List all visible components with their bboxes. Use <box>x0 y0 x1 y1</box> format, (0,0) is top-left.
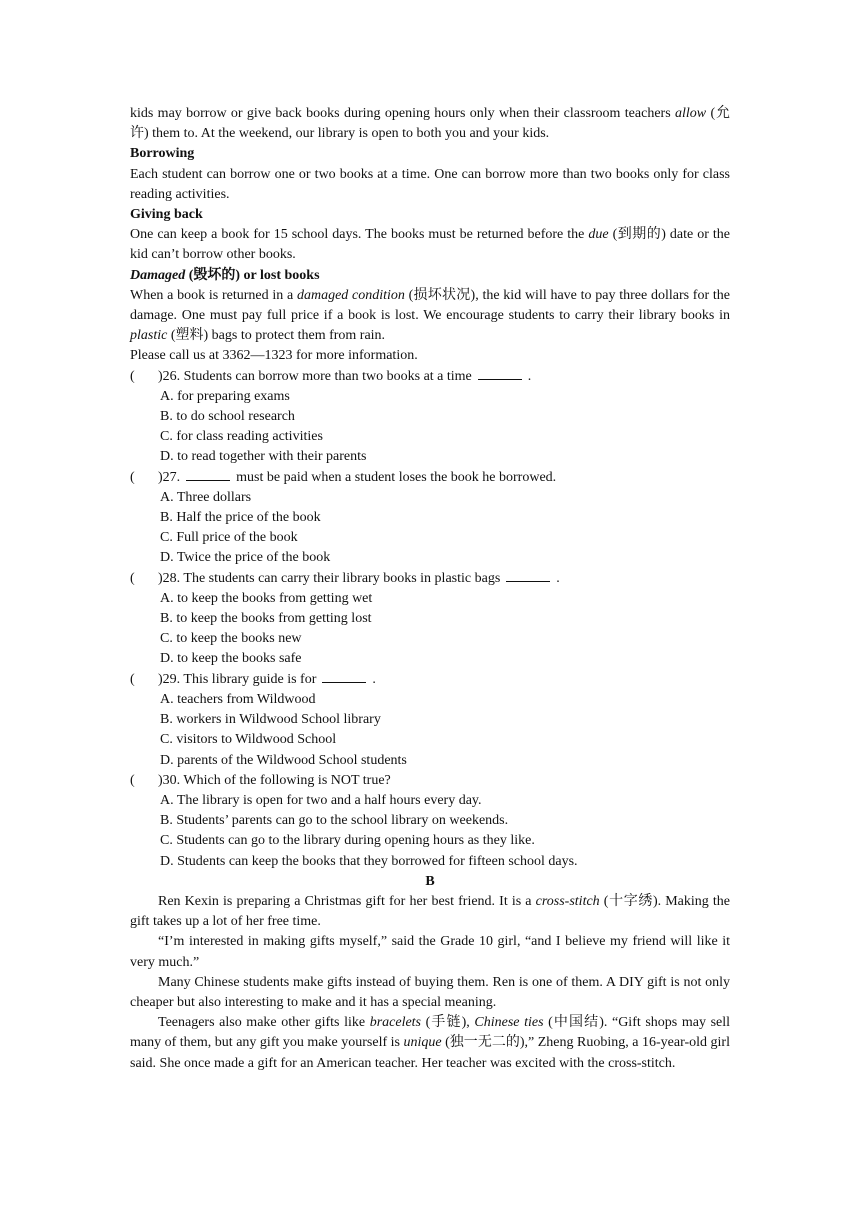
passage-b-paragraph-3: Many Chinese students make gifts instead of buying them. Ren is one of them. A DIY gift is not only cheaper but also interesting to make and it has a special meaning. <box>130 974 730 1010</box>
question-stem: )29. This library guide is for <box>158 671 317 687</box>
option-b: B. workers in Wildwood School library <box>160 712 381 728</box>
option-b: B. Half the price of the book <box>160 510 321 526</box>
text-run: Ren Kexin is preparing a Christmas gift for her best friend. It is a <box>158 893 536 909</box>
italic-term: Damaged <box>130 267 186 283</box>
question-28 <box>130 569 730 589</box>
italic-term: due <box>588 227 609 243</box>
contact-line: Please call us at 3362—1323 for more information. <box>130 348 418 364</box>
question-stem: )27. <box>158 469 181 485</box>
answer-bracket: ( <box>130 368 135 384</box>
question-27 <box>130 468 730 488</box>
option-d: D. parents of the Wildwood School students <box>160 752 407 768</box>
text-run: (毁坏的) or lost books <box>185 267 320 283</box>
answer-blank <box>506 569 550 582</box>
option-a: A. teachers from Wildwood <box>160 691 316 707</box>
text-run: (手链), <box>421 1015 475 1031</box>
borrowing-heading: Borrowing <box>130 146 195 162</box>
question-stem-end: . <box>527 368 532 384</box>
text-run: (允许) them to. At the weekend, our library is open to both you and your kids. <box>130 106 730 142</box>
option-b: B. Students’ parents can go to the school library on weekends. <box>160 813 509 829</box>
option-d: D. Students can keep the books that they borrowed for fifteen school days. <box>160 853 578 869</box>
italic-term: plastic <box>130 328 168 344</box>
library-intro-paragraph <box>130 104 730 144</box>
borrowing-paragraph: Each student can borrow one or two books at a time. One can borrow more than two books only for class reading activities. <box>130 166 730 202</box>
document-page <box>130 104 730 1074</box>
question-stem-end: must be paid when a student loses the book he borrowed. <box>236 469 557 485</box>
question-stem: )28. The students can carry their library books in plastic bags <box>158 570 501 586</box>
text-run: (塑料) bags to protect them from rain. <box>167 328 386 344</box>
option-a: A. The library is open for two and a half hours every day. <box>160 792 482 808</box>
option-d: D. Twice the price of the book <box>160 550 331 566</box>
answer-blank <box>478 367 522 380</box>
text-run: (损坏状况), the kid will have to pay three dollars for the damage. One must pay full price if a book is lost. We encourage students to carry their library books in <box>130 287 730 324</box>
answer-blank <box>322 670 366 683</box>
italic-term: allow <box>675 106 707 121</box>
text-run: (中国结). “Gift shops may sell many of them, but any gift you make yourself is <box>130 1015 731 1051</box>
option-d: D. to keep the books safe <box>160 651 302 667</box>
passage-b-paragraph-2: “I’m interested in making gifts myself,” said the Grade 10 girl, “and I believe my friend will like it very much.” <box>130 934 730 970</box>
text-run: Teenagers also make other gifts like <box>158 1015 370 1031</box>
answer-bracket: ( <box>130 772 135 788</box>
option-c: C. for class reading activities <box>160 429 323 445</box>
option-d: D. to read together with their parents <box>160 449 367 465</box>
text-run: When a book is returned in a <box>130 287 297 303</box>
italic-term: unique <box>403 1035 442 1051</box>
passage-b-paragraph-1 <box>130 892 730 932</box>
question-26 <box>130 367 730 387</box>
question-stem: )30. Which of the following is NOT true? <box>158 772 391 788</box>
option-a: A. to keep the books from getting wet <box>160 590 373 606</box>
question-stem: )26. Students can borrow more than two books at a time <box>158 368 472 384</box>
giving-back-heading: Giving back <box>130 207 203 223</box>
italic-term: damaged condition <box>296 287 405 303</box>
option-c: C. to keep the books new <box>160 631 302 647</box>
passage-b-paragraph-4 <box>130 1013 730 1074</box>
damaged-paragraph <box>130 286 730 347</box>
italic-term: bracelets <box>369 1015 422 1031</box>
italic-term: cross-stitch <box>535 893 600 909</box>
damaged-heading <box>130 266 730 286</box>
answer-bracket: ( <box>130 570 135 586</box>
text-run: kids may borrow or give back books during opening hours only when their classroom teachers <box>130 106 675 121</box>
text-run: (独一无二的),” Zheng Ruobing, a 16-year-old girl said. She once made a gift for an American teacher. Her teacher was excited with the cross-stitch. <box>130 1035 730 1071</box>
text-run: (十字绣). Making the gift takes up a lot of her free time. <box>130 893 731 930</box>
option-a: A. Three dollars <box>160 489 252 505</box>
answer-blank <box>186 468 230 481</box>
option-c: C. Students can go to the library during opening hours as they like. <box>160 833 535 849</box>
giving-back-paragraph <box>130 225 730 265</box>
section-b-title: B <box>425 873 435 889</box>
question-stem-end: . <box>372 671 376 687</box>
question-30 <box>130 771 730 791</box>
option-c: C. Full price of the book <box>160 530 298 546</box>
question-stem-end: . <box>556 570 560 586</box>
text-run: (到期的) date or the kid can’t borrow other books. <box>130 227 730 263</box>
option-c: C. visitors to Wildwood School <box>160 732 337 748</box>
answer-bracket: ( <box>130 469 135 485</box>
text-run: One can keep a book for 15 school days. The books must be returned before the <box>130 227 589 243</box>
option-b: B. to do school research <box>160 409 295 425</box>
italic-term: Chinese ties <box>474 1015 544 1031</box>
option-a: A. for preparing exams <box>160 388 290 404</box>
answer-bracket: ( <box>130 671 135 687</box>
option-b: B. to keep the books from getting lost <box>160 611 372 627</box>
question-29 <box>130 670 730 690</box>
